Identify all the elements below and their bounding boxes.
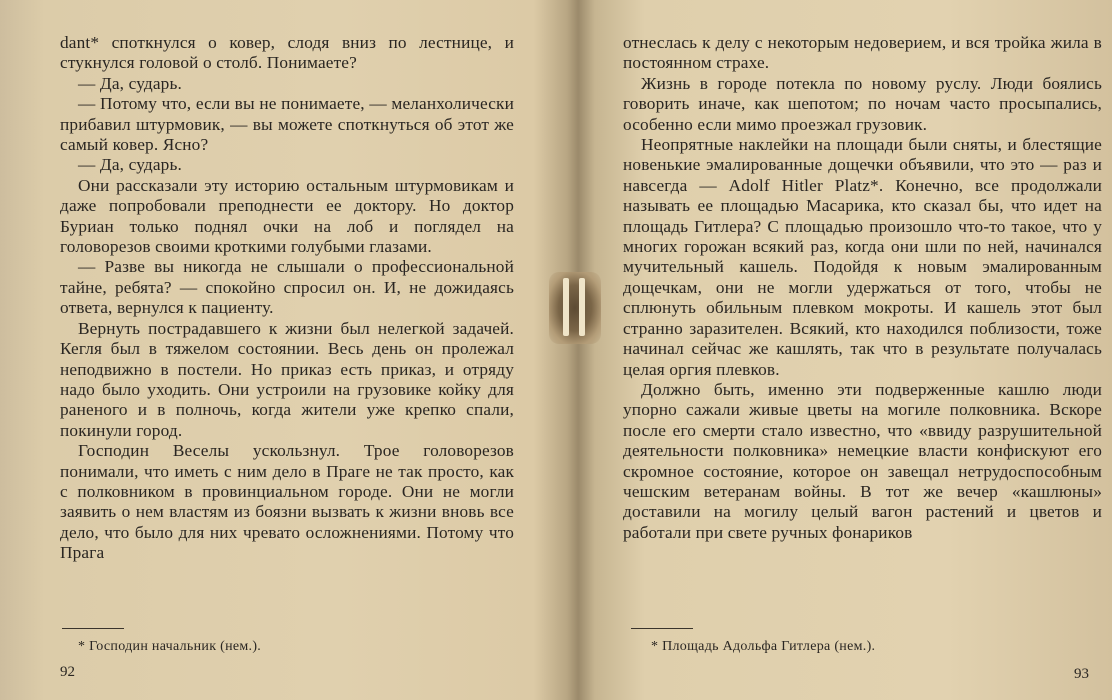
page-number: 92 xyxy=(60,664,75,680)
paragraph: Господин Веселы ускользнул. Трое головорезов понимали, что иметь с ним дело в Праге не так просто, как с полковником в провинциальном городе. Они не могли заявить о нем властям из боязни вызвать к жизни вновь все дело, что было для них чревато осложнениями. Потому что Прага xyxy=(60,441,514,563)
paragraph: — Да, сударь. xyxy=(78,155,182,175)
footnote-divider xyxy=(62,628,124,629)
footnote: * Площадь Адольфа Гитлера (нем.). xyxy=(651,639,876,654)
paragraph: — Потому что, если вы не понимаете, — меланхолически прибавил штурмовик, — вы можете споткнуться об этот же самый ковер. Ясно? xyxy=(60,94,514,155)
paragraph: — Да, сударь. xyxy=(78,73,182,93)
right-page-text xyxy=(623,33,1102,543)
paragraph: Вернуть пострадавшего к жизни был нелегкой задачей. Кегля был в тяжелом состоянии. Весь день он пролежал неподвижно в постели. Но приказ есть приказ, и отряду надо было уходить. Они устроили на грузовике койку для раненого и в полночь, когда жители уже крепко спали, покинули город. xyxy=(60,318,514,440)
paragraph: отнеслась к делу с некоторым недоверием, и вся тройка жила в постоянном страхе. xyxy=(623,33,1102,73)
paragraph: Они рассказали эту историю остальным штурмовикам и даже попробовали преподнести ее доктору. Но доктор Буриан только поднял очки на лоб и поглядел на головорезов своими кроткими голубыми глазами. xyxy=(60,175,514,257)
page-number: 93 xyxy=(1074,666,1089,682)
paragraph: dant* споткнулся о ковер, слодя вниз по лестнице, и стукнулся головой о столб. Понимаете? xyxy=(60,33,514,73)
paragraph: Неопрятные наклейки на площади были сняты, и блестящие новенькие эмалированные дощечки объявили, что это — раз и навсегда — Adolf Hitler Platz*. Конечно, все продолжали называть ее площадью Масарика, кто сказал бы, что идет на площадь Гитлера? С площадью произошло что-то такое, что у многих горожан всякий раз, когда они шли по ней, начинался мучительный кашель. Подойдя к новым эмалированным дощечкам, они не могли удержаться от того, чтобы не сплюнуть обильным плевком мокроты. И кашель этот был странно заразителен. Всякий, кто находился поблизости, тоже начинал сейчас же кашлять, так что в результате получалась целая оргия плевков. xyxy=(623,135,1102,379)
footnote-divider xyxy=(631,628,693,629)
right-page xyxy=(583,0,1112,700)
paragraph: Должно быть, именно эти подверженные кашлю люди упорно сажали живые цветы на могиле полковника. Вскоре после его смерти стало известно, что «ввиду разрушительной деятельности полковника» немецкие власти конфискуют его скромное состояние, которое он завещал нетрудоспособным чешским ветеранам войны. В тот же вечер «кашлюны» доставили на могилу целый вагон растений и цветов и работали при свете ручных фонариков xyxy=(623,379,1102,542)
footnote: * Господин начальник (нем.). xyxy=(78,639,262,654)
left-page-text xyxy=(60,33,514,564)
paragraph: — Разве вы никогда не слышали о профессиональной тайне, ребята? — спокойно спросил он. И, не дожидаясь ответа, вернулся к пациенту. xyxy=(60,257,514,318)
binding-thread xyxy=(563,278,569,336)
paragraph: Жизнь в городе потекла по новому руслу. Люди боялись говорить иначе, как шепотом; по ночам часто просыпались, особенно если мимо проезжал грузовик. xyxy=(623,73,1102,134)
